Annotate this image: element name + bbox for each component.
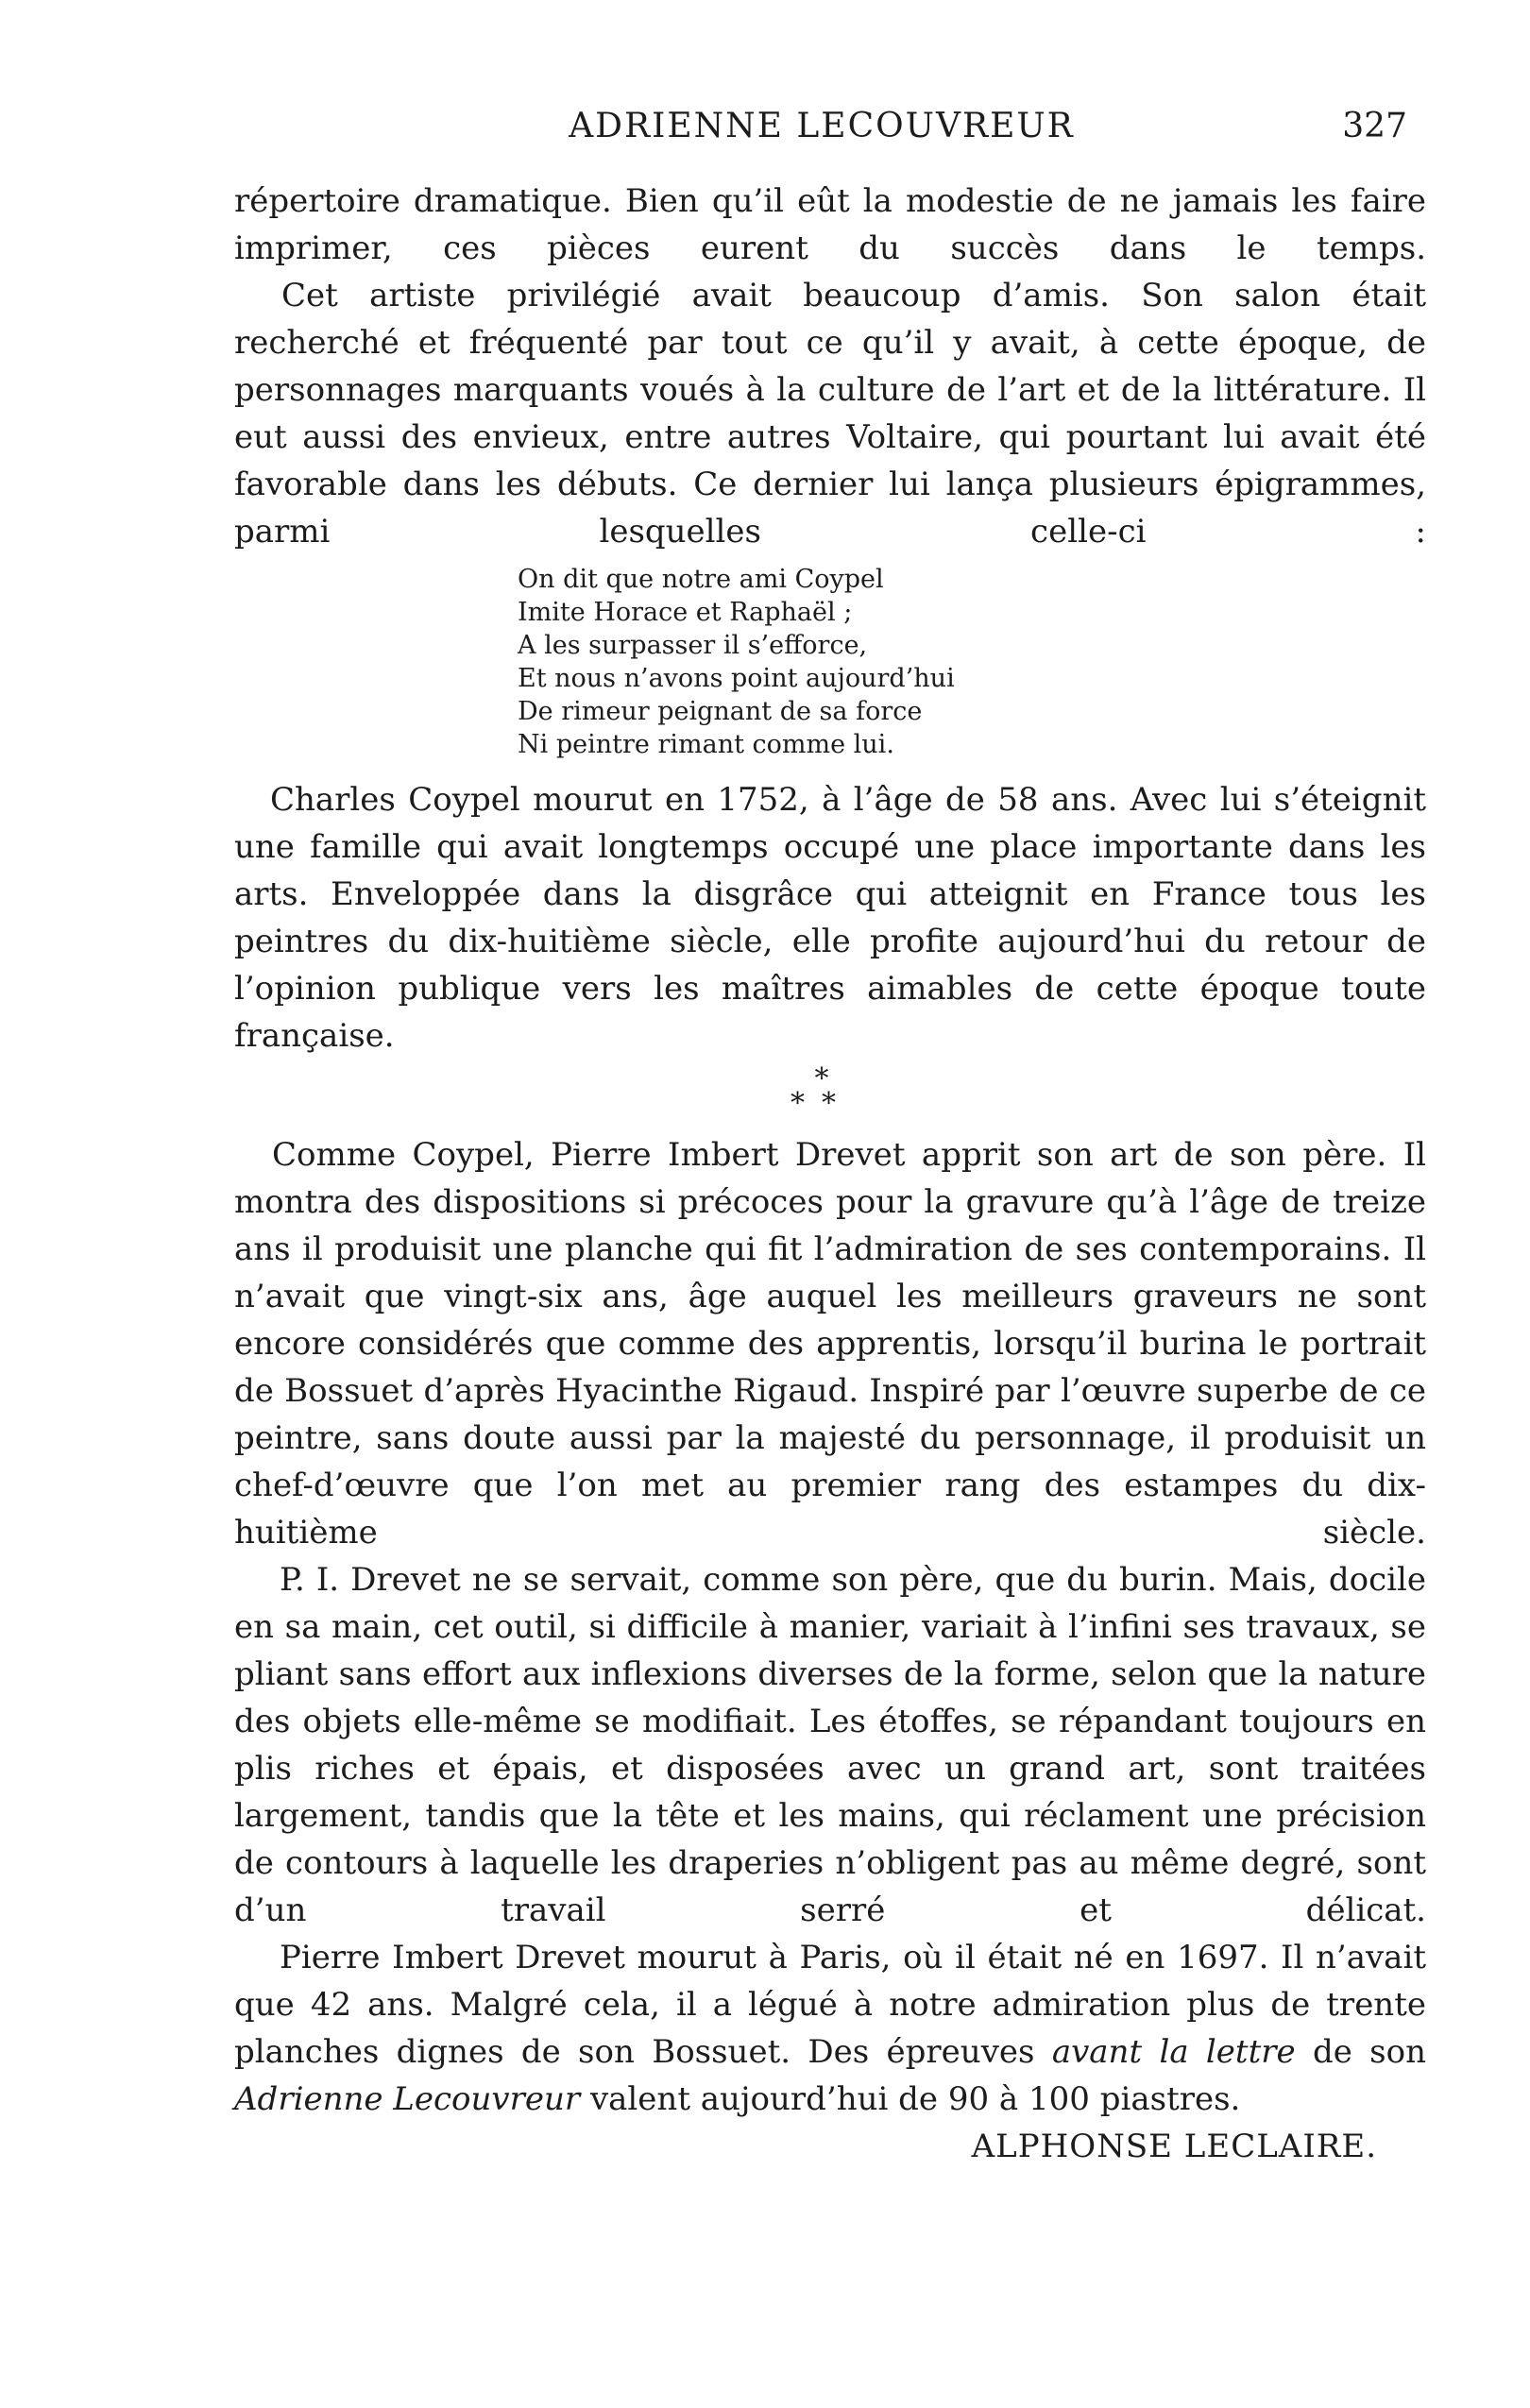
paragraph-6-part-a: Pierre Imbert Drevet mourut à Paris, où il était né en 1697. Il n’avait que 42 ans. Malgré cela, il a légué à notre admiration plus de trente planches dignes de son Bossuet. Des épreuves [234,1939,1426,2071]
paragraph-4: Comme Coypel, Pierre Imbert Drevet apprit son art de son père. Il montra des dispositions si précoces pour la gravure qu’à l’âge de treize ans il produisit une planche qui fit l’admiration de ses contemporains. Il n’avait que vingt-six ans, âge auquel les meilleurs graveurs ne sont encore considérés que comme des apprentis, lorsqu’il burina le portrait de Bossuet d’après Hyacinthe Rigaud. Inspiré par l’œuvre superbe de ce peintre, sans doute aussi par la majesté du personnage, il produisit un chef-d’œuvre que l’on met au premier rang des estampes du dix-huitième siècle. [234,1136,1426,1552]
paragraph-6-part-b: de son [1295,2033,1426,2071]
paragraph-6-italic-1: avant la lettre [1051,2033,1296,2071]
author-signature: ALPHONSE LECLAIRE. [971,2128,1377,2165]
page-number: 327 [1342,107,1407,145]
paragraph-1: répertoire dramatique. Bien qu’il eût la modestie de ne jamais les faire imprimer, ces pièces eurent du succès dans le temps. [234,182,1426,267]
running-title: ADRIENNE LECOUVREUR [569,107,1075,145]
paragraph-6-italic-2: Adrienne Lecouvreur [234,2080,581,2118]
separator-star-top: * [814,1062,829,1095]
paragraph-2: Cet artiste privilégié avait beaucoup d’amis. Son salon était recherché et fréquenté par tout ce qu’il y avait, à cette époque, de personnages marquants voués à la culture de l’art et de la littérature. Il eut aussi des envieux, entre autres Voltaire, qui pourtant lui avait été favorable dans les débuts. Ce dernier lui lança plusieurs épigrammes, parmi lesquelles celle-ci : [234,277,1426,551]
paragraph-3: Charles Coypel mourut en 1752, à l’âge de 58 ans. Avec lui s’éteignit une famille qui avait longtemps occupé une place importante dans les arts. Enveloppée dans la disgrâce qui atteignit en France tous les peintres du dix-huitième siècle, elle profite aujourd’hui du retour de l’opinion publique vers les maîtres aimables de cette époque toute française. [234,781,1426,1055]
paragraph-6 [234,1934,1426,2123]
section-separator [0,1062,1530,1120]
paragraph-5: P. I. Drevet ne se servait, comme son père, que du burin. Mais, docile en sa main, cet outil, si difficile à manier, variait à l’infini ses travaux, se pliant sans effort aux inflexions diverses de la forme, selon que la nature des objets elle-même se modifiait. Les étoffes, se répandant toujours en plis riches et épais, et disposées avec un grand art, sont traitées largement, tandis que la tête et les mains, qui réclament une précision de contours à laquelle les draperies n’obligent pas au même degré, sont d’un travail serré et délicat. [234,1561,1426,1929]
paragraph-6-part-c: valent aujourd’hui de 90 à 100 piastres. [580,2080,1241,2118]
running-header [236,102,1407,151]
epigram-poem: On dit que notre ami Coypel Imite Horace et Raphaël ; A les surpasser il s’efforce, Et nous n’avons point aujourd’hui De rimeur peignant de sa force Ni peintre rimant comme lui. [518,565,955,759]
separator-star-bottom: ** [790,1087,853,1120]
